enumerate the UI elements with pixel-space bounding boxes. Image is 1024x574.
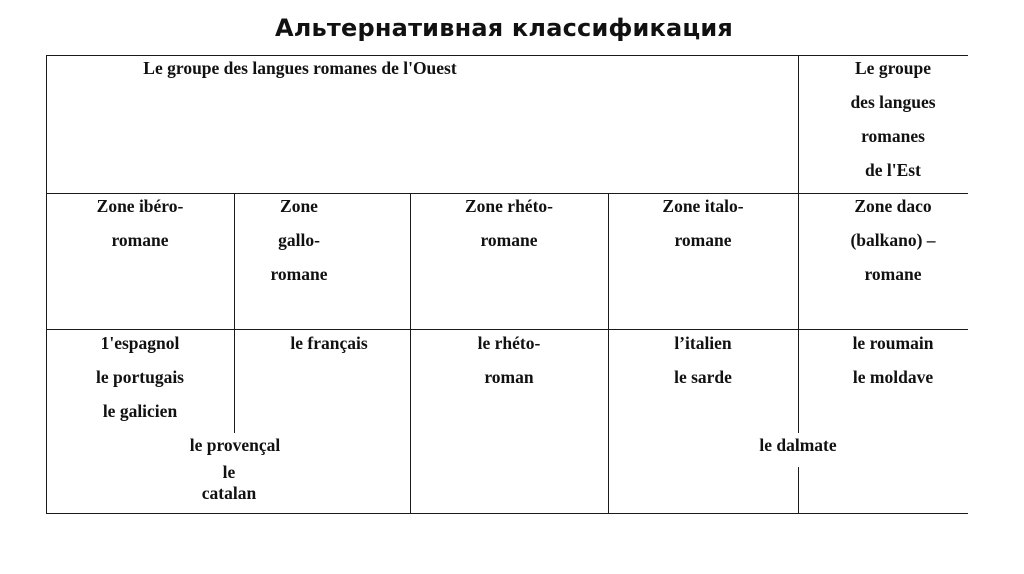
language-provencal: le provençal xyxy=(189,435,281,455)
west-group-header: Le groupe des langues romanes de l'Ouest xyxy=(143,58,457,78)
east-group-header: Le groupe des langues romanes de l'Est xyxy=(850,58,936,180)
west-east-divider-lower xyxy=(798,467,799,514)
zone-rheto-romane: Zone rhéto- romane xyxy=(465,196,553,250)
languages-rheto: le rhéto- roman xyxy=(477,333,541,387)
language-dalmate: le dalmate xyxy=(759,435,837,455)
zone-italo-romane: Zone italo- romane xyxy=(662,196,744,250)
languages-italo: l’italien le sarde xyxy=(674,333,732,387)
zone-ibero-romane: Zone ibéro- romane xyxy=(96,196,184,250)
slide-title: Альтернативная классификация xyxy=(275,14,733,42)
languages-daco: le roumain le moldave xyxy=(852,333,934,387)
languages-ibero: 1'espagnol le portugais le galicien xyxy=(96,333,184,421)
table-bottom-border xyxy=(46,513,968,514)
language-catalan: le catalan xyxy=(201,462,257,503)
zone-gallo-romane: Zone gallo- romane xyxy=(270,196,328,284)
languages-gallo: le français xyxy=(290,333,368,353)
zone-daco-romane: Zone daco (balkano) – romane xyxy=(850,196,936,284)
